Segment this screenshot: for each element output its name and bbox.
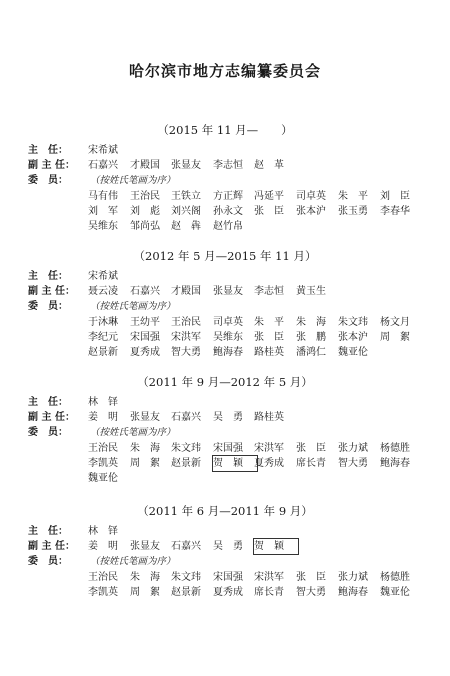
member-name: 贺 颖 [213, 456, 257, 471]
member-name: 姜 明 [88, 541, 118, 553]
role-label-members: 委 员： [28, 175, 68, 187]
member-name: 魏亚伦 [338, 347, 368, 358]
member-name: 张显友 [130, 541, 160, 553]
member-name: 林 铎 [88, 526, 118, 537]
member-name: 周 絮 [130, 457, 160, 469]
member-name: 王治民 [88, 442, 118, 454]
member-name: 朱 海 [130, 571, 160, 583]
member-name: 李志恒 [254, 286, 284, 298]
roster-row [0, 330, 450, 345]
roster-row [0, 315, 450, 330]
member-name: 黄玉生 [296, 286, 326, 298]
member-name: 刘 臣 [380, 190, 410, 202]
member-name: 王治民 [88, 571, 118, 583]
member-name: 路桂英 [254, 412, 284, 424]
roster-row [0, 471, 450, 486]
member-name: 李凯英 [88, 586, 118, 598]
roster-row [0, 345, 450, 360]
member-name: 刘兴阁 [171, 205, 201, 217]
member-name: 魏亚伦 [380, 586, 410, 598]
ordering-note: （按姓氏笔画为序） [90, 175, 176, 187]
roster-row [0, 204, 450, 219]
roster-row [0, 269, 450, 284]
role-label-deputy: 副 主 任： [28, 541, 75, 553]
member-name: 席长青 [296, 457, 326, 469]
roster-row [0, 189, 450, 204]
member-name: 夏秀成 [130, 347, 160, 358]
period-heading: （2012 年 5 月—2015 年 11 月） [133, 249, 317, 263]
member-name: 朱 海 [130, 442, 160, 454]
member-name: 王治民 [130, 190, 160, 202]
roster-row [0, 585, 450, 600]
member-name: 赵竹帛 [213, 221, 243, 232]
member-name: 石嘉兴 [88, 160, 118, 172]
ordering-note: （按姓氏笔画为序） [90, 301, 176, 313]
member-name: 智大勇 [296, 586, 326, 598]
role-label-director: 主 任： [28, 526, 68, 537]
member-name: 杨德胜 [380, 442, 410, 454]
member-name: 朱 海 [296, 316, 326, 328]
member-name: 李春华 [380, 205, 410, 217]
member-name: 张玉勇 [338, 205, 368, 217]
member-name: 朱文玮 [171, 571, 201, 583]
role-label-members: 委 员： [28, 556, 68, 568]
member-name: 智大勇 [338, 457, 368, 469]
role-label-director: 主 任： [28, 271, 68, 282]
member-name: 张本沪 [338, 331, 368, 343]
roster-row [0, 539, 450, 554]
member-name: 周 絮 [380, 331, 410, 343]
member-name: 张显友 [171, 160, 201, 172]
member-name: 智大勇 [171, 347, 201, 358]
member-name: 鲍海春 [213, 347, 243, 358]
member-name: 林 铎 [88, 397, 118, 408]
member-name: 朱 平 [254, 316, 284, 328]
member-name: 冯延平 [254, 190, 284, 202]
member-name: 张 鹏 [296, 331, 326, 343]
member-name: 魏亚伦 [88, 473, 118, 484]
member-name: 孙永文 [213, 205, 243, 217]
member-name: 朱 平 [338, 190, 368, 202]
roster-row [0, 143, 450, 158]
member-name: 石嘉兴 [171, 412, 201, 424]
member-name: 邹尚弘 [130, 221, 160, 232]
member-name: 鲍海春 [338, 586, 368, 598]
role-label-members: 委 员： [28, 427, 68, 439]
role-label-deputy: 副 主 任： [28, 160, 75, 172]
roster-row [0, 158, 450, 173]
member-name: 吴 勇 [213, 541, 243, 553]
member-name: 才殿国 [171, 286, 201, 298]
member-name: 宋国强 [213, 442, 243, 454]
member-name: 赵景新 [88, 347, 118, 358]
member-name: 张 臣 [296, 571, 326, 583]
member-name: 李纪元 [88, 331, 118, 343]
member-name: 吴维东 [213, 331, 243, 343]
member-name: 才殿国 [130, 160, 160, 172]
roster-row [0, 284, 450, 299]
member-name: 刘 军 [88, 205, 118, 217]
member-name: 夏秀成 [254, 457, 284, 469]
role-label-members: 委 员： [28, 301, 68, 313]
member-name: 李凯英 [88, 457, 118, 469]
roster-row [0, 410, 450, 425]
member-name: 于沐琳 [88, 316, 118, 328]
member-name: 方正辉 [213, 190, 243, 202]
roster-row [0, 524, 450, 539]
period-heading: （2011 年 6 月—2011 年 9 月） [137, 504, 313, 518]
roster-row [0, 299, 450, 314]
roster-row [0, 554, 450, 569]
member-name: 杨文月 [380, 316, 410, 328]
member-name: 马有伟 [88, 190, 118, 202]
role-label-deputy: 副 主 任： [28, 412, 75, 424]
member-name: 吴 勇 [213, 412, 243, 424]
member-name: 李志恒 [213, 160, 243, 172]
member-name: 王治民 [171, 316, 201, 328]
member-name: 张 臣 [254, 331, 284, 343]
member-name: 赵 犇 [171, 221, 201, 232]
roster-row [0, 173, 450, 188]
member-name: 赵景新 [171, 586, 201, 598]
member-name: 席长青 [254, 586, 284, 598]
member-name: 王铁立 [171, 190, 201, 202]
member-name: 张力斌 [338, 571, 368, 583]
member-name: 贺 颖 [254, 539, 298, 554]
member-name: 宋希斌 [88, 145, 118, 156]
member-name: 宋国强 [213, 571, 243, 583]
roster-row [0, 395, 450, 410]
member-name: 司卓英 [213, 316, 243, 328]
role-label-deputy: 副 主 任： [28, 286, 75, 298]
member-name: 张本沪 [296, 205, 326, 217]
ordering-note: （按姓氏笔画为序） [90, 427, 176, 439]
member-name: 朱文玮 [171, 442, 201, 454]
member-name: 石嘉兴 [130, 286, 160, 298]
member-name: 赵 革 [254, 160, 284, 172]
member-name: 聂云凌 [88, 286, 118, 298]
role-label-director: 主 任： [28, 397, 68, 408]
roster-row [0, 456, 450, 471]
roster-row [0, 570, 450, 585]
ordering-note: （按姓氏笔画为序） [90, 556, 176, 568]
member-name: 宋洪军 [171, 331, 201, 343]
member-name: 张 臣 [296, 442, 326, 454]
roster-row [0, 425, 450, 440]
member-name: 吴维东 [88, 221, 118, 232]
member-name: 石嘉兴 [171, 541, 201, 553]
roster-row [0, 219, 450, 234]
member-name: 王幼平 [130, 316, 160, 328]
member-name: 张显友 [130, 412, 160, 424]
roster-row [0, 441, 450, 456]
member-name: 司卓英 [296, 190, 326, 202]
member-name: 路桂英 [254, 347, 284, 358]
member-name: 张 臣 [254, 205, 284, 217]
member-name: 张力斌 [338, 442, 368, 454]
member-name: 姜 明 [88, 412, 118, 424]
member-name: 张显友 [213, 286, 243, 298]
period-heading: （2015 年 11 月— ） [157, 123, 293, 137]
member-name: 宋洪军 [254, 442, 284, 454]
period-heading: （2011 年 9 月—2012 年 5 月） [137, 375, 313, 389]
member-name: 周 絮 [130, 586, 160, 598]
member-name: 杨德胜 [380, 571, 410, 583]
member-name: 宋国强 [130, 331, 160, 343]
member-name: 潘鸿仁 [296, 347, 326, 358]
member-name: 鲍海春 [380, 457, 410, 469]
member-name: 宋洪军 [254, 571, 284, 583]
member-name: 朱文玮 [338, 316, 368, 328]
member-name: 赵景新 [171, 457, 201, 469]
member-name: 宋希斌 [88, 271, 118, 282]
member-name: 夏秀成 [213, 586, 243, 598]
role-label-director: 主 任： [28, 145, 68, 156]
page-title: 哈尔滨市地方志编纂委员会 [128, 62, 321, 80]
member-name: 刘 彪 [130, 205, 160, 217]
